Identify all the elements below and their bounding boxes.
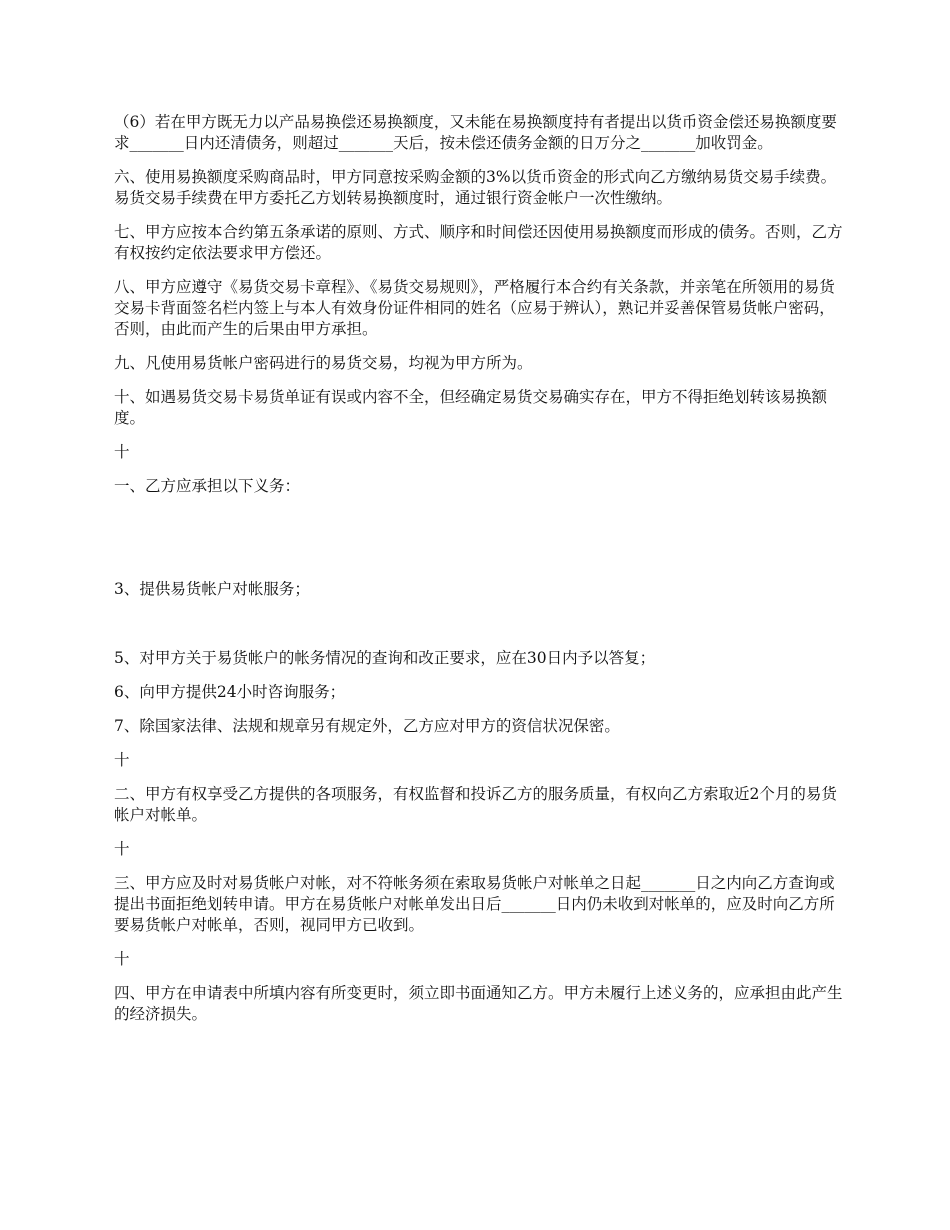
- clause-ten-vouchers: 十、如遇易货交易卡易货单证有误或内容不全，但经确定易货交易确实存在，甲方不得拒绝划转该易换额度。: [114, 388, 828, 427]
- clause-thirteen-reconcile: 三、甲方应及时对易货帐户对帐，对不符帐务须在索取易货帐户对帐单之日起_______日之内向乙方查询或提出书面拒绝划转申请。甲方在易货帐户对帐单发出日后_______日内仍未收到对帐单的，应及时向乙方所要易货帐户对帐单，否则，视同甲方已收到。: [114, 874, 835, 934]
- clause-6-penalty: （6）若在甲方既无力以产品易换偿还易换额度，又未能在易换额度持有者提出以货币资金偿还易换额度要求_______日内还清债务，则超过_______天后，按未偿还债务金额的日万分之_______加收罚金。: [114, 113, 837, 152]
- clause-six-fee: 六、使用易换额度采购商品时，甲方同意按采购金额的3%以货币资金的形式向乙方缴纳易货交易手续费。易货交易手续费在甲方委托乙方划转易换额度时，通过银行资金帐户一次性缴纳。: [114, 168, 837, 207]
- clause-numeral-ten: 十: [114, 840, 130, 858]
- clause-numeral-ten: 十: [114, 950, 130, 968]
- clause-twelve-rights: 二、甲方有权享受乙方提供的各项服务，有权监督和投诉乙方的服务质量，有权向乙方索取近2个月的易货帐户对帐单。: [114, 785, 837, 824]
- clause-eleven-item-6: 6、向甲方提供24小时咨询服务；: [114, 683, 346, 701]
- clause-eleven-item-5: 5、对甲方关于易货帐户的帐务情况的查询和改正要求，应在30日内予以答复；: [114, 649, 656, 667]
- clause-numeral-ten: 十: [114, 751, 130, 769]
- clause-fourteen-changes: 四、甲方在申请表中所填内容有所变更时，须立即书面通知乙方。甲方未履行上述义务的，应承担由此产生的经济损失。: [114, 984, 843, 1023]
- clause-eleven-item-3: 3、提供易货帐户对帐服务；: [114, 580, 310, 598]
- clause-numeral-ten: 十: [114, 443, 130, 461]
- clause-nine-password: 九、凡使用易货帐户密码进行的易货交易，均视为甲方所为。: [114, 354, 533, 372]
- clause-seven-repay: 七、甲方应按本合约第五条承诺的原则、方式、顺序和时间偿还因使用易换额度而形成的债务。否则，乙方有权按约定依法要求甲方偿还。: [114, 223, 843, 262]
- contract-page: [114, 112, 844, 1025]
- clause-eleven-item-7: 7、除国家法律、法规和规章另有规定外，乙方应对甲方的资信状况保密。: [114, 717, 620, 735]
- clause-eight-rules: 八、甲方应遵守《易货交易卡章程》、《易货交易规则》，严格履行本合约有关条款，并亲笔在所领用的易货交易卡背面签名栏内签上与本人有效身份证件相同的姓名（应易于辨认），熟记并妥善保管易货帐户密码，否则，由此而产生的后果由甲方承担。: [114, 278, 835, 338]
- clause-eleven-heading: 一、乙方应承担以下义务：: [114, 477, 301, 495]
